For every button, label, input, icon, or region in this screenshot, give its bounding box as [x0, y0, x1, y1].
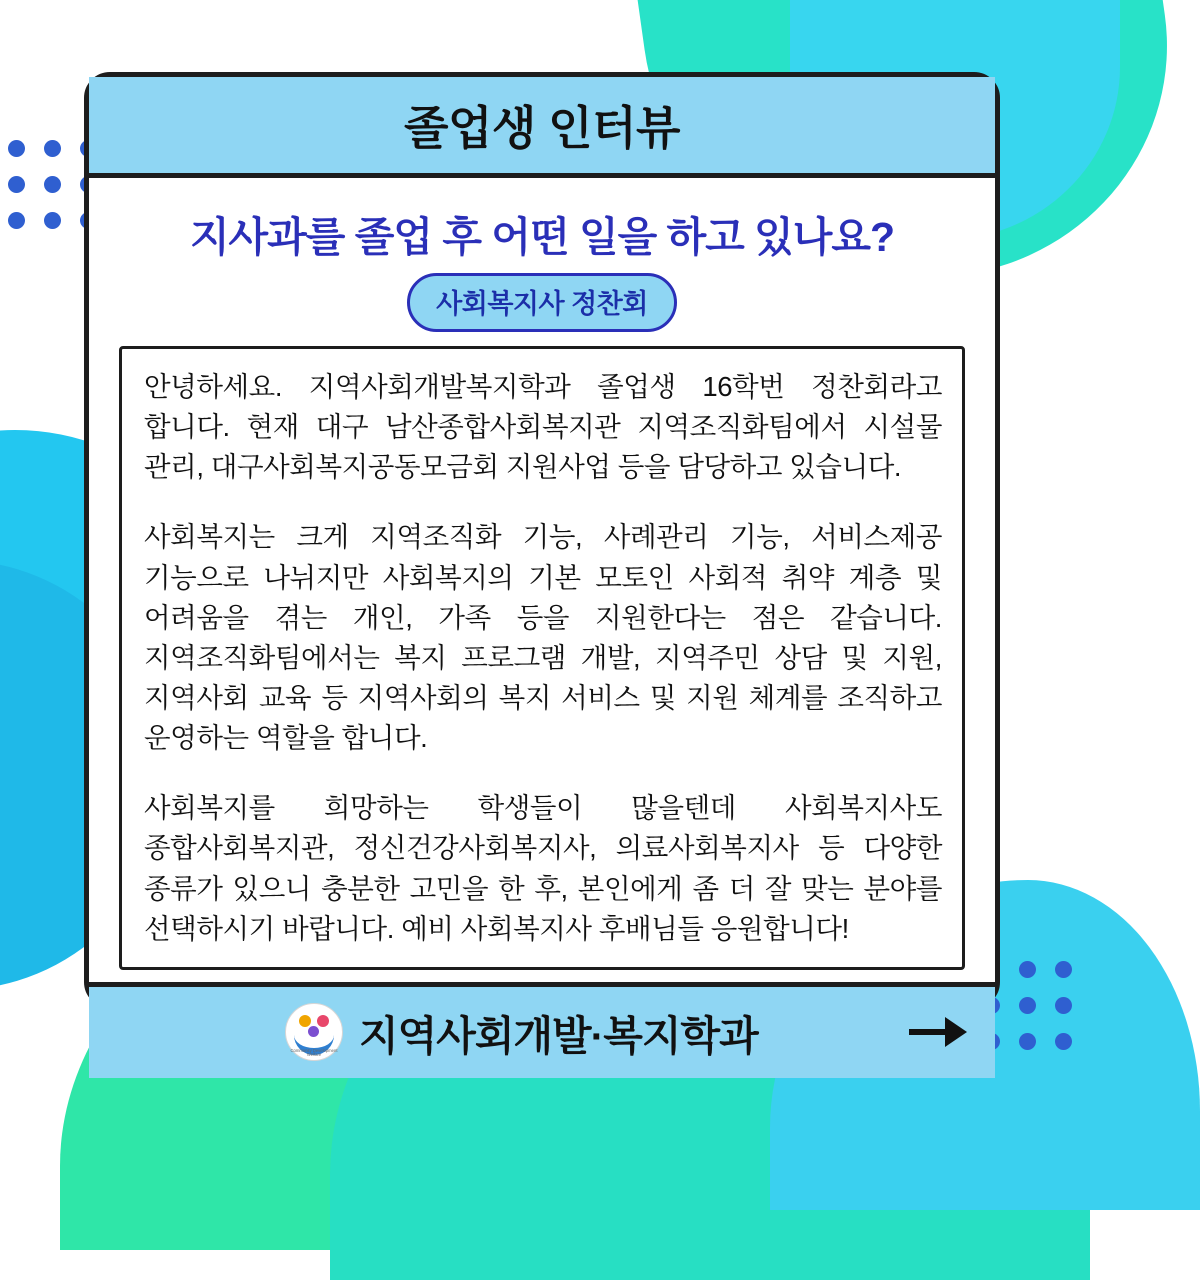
card-header: [89, 77, 995, 178]
card-footer: [89, 982, 995, 1078]
department-logo-icon: [285, 1003, 343, 1061]
interviewee-badge: 사회복지사 정찬회: [407, 273, 677, 332]
logo-caption: Community Development Welfare: [290, 1047, 338, 1058]
interview-card: [84, 72, 1000, 1059]
card-body: [89, 178, 995, 982]
answer-paragraph: 안녕하세요. 지역사회개발복지학과 졸업생 16학번 정찬회라고 합니다. 현재 대구 남산종합사회복지관 지역조직화팀에서 시설물 관리, 대구사회복지공동모금회 지원사업 등을 담당하고 있습니다.: [144, 371, 942, 483]
page-title: 졸업생 인터뷰: [404, 102, 680, 154]
department-branding: [285, 1003, 758, 1062]
interview-question: 지사과를 졸업 후 어떤 일을 하고 있나요?: [189, 214, 895, 260]
answer-panel: [119, 346, 965, 970]
arrow-right-icon[interactable]: [907, 1010, 969, 1054]
answer-paragraph: 사회복지를 희망하는 학생들이 많을텐데 사회복지사도 종합사회복지관, 정신건강사회복지사, 의료사회복지사 등 다양한 종류가 있으니 충분한 고민을 한 후, 본인에게 좀 더 잘 맞는 분야를 선택하시기 바랍니다. 예비 사회복지사 후배님들 응원합니다!: [144, 792, 942, 944]
answer-paragraph: 사회복지는 크게 지역조직화 기능, 사례관리 기능, 서비스제공 기능으로 나뉘지만 사회복지의 기본 모토인 사회적 취약 계층 및 어려움을 겪는 개인, 가족 등을 지원한다는 점은 같습니다. 지역조직화팀에서는 복지 프로그램 개발, 지역주민 상담 및 지원, 지역사회 교육 등 지역사회의 복지 서비스 및 지원 체계를 조직하고 운영하는 역할을 합니다.: [144, 521, 942, 754]
badge-row: [119, 273, 965, 332]
department-name: 지역사회개발·복지학과: [359, 1012, 758, 1059]
